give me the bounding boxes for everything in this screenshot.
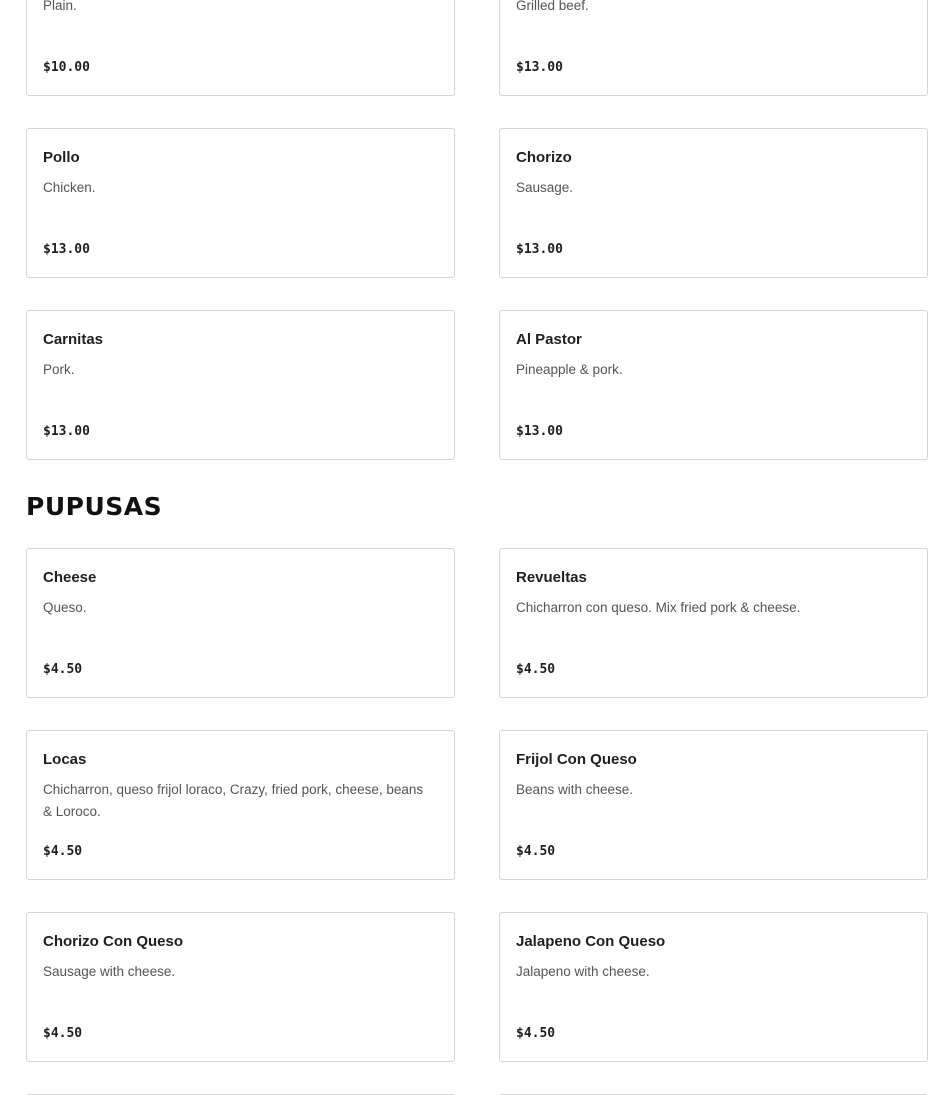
menu-item-price: $13.00 [516, 60, 563, 75]
menu-item-description: Sausage with cheese. [43, 964, 176, 979]
menu-item-card[interactable] [26, 128, 455, 278]
menu-item-card[interactable] [499, 548, 928, 698]
menu-item-description: Pork. [43, 362, 75, 377]
menu-item-name: Jalapeno Con Queso [516, 933, 666, 950]
menu-item-description: Chicken. [43, 180, 96, 195]
menu-section-pupusas [26, 548, 928, 1095]
menu-item-description: Queso. [43, 600, 87, 615]
menu-item-card[interactable] [499, 128, 928, 278]
menu-item-price: $10.00 [43, 60, 90, 75]
menu-item-name: Carnitas [43, 331, 104, 348]
menu-item-price: $13.00 [516, 242, 563, 257]
menu-section-items [26, 0, 928, 460]
menu-item-card[interactable] [499, 730, 928, 880]
menu-item-description: Chicharron con queso. Mix fried pork & cheese. [516, 600, 801, 615]
menu-item-price: $13.00 [43, 242, 90, 257]
menu-item-card[interactable] [26, 0, 455, 96]
menu-item-name: Locas [43, 751, 87, 768]
menu-item-card[interactable] [499, 310, 928, 460]
menu-item-description: Sausage. [516, 180, 574, 195]
menu-item-price: $4.50 [43, 1026, 83, 1041]
menu-item-card[interactable] [26, 548, 455, 698]
menu-item-price: $4.50 [43, 844, 83, 859]
menu-item-price: $13.00 [43, 424, 90, 439]
menu-item-price: $13.00 [516, 424, 563, 439]
menu-item-card[interactable] [26, 912, 455, 1062]
menu-item-card[interactable] [499, 0, 928, 96]
menu-item-price: $4.50 [516, 844, 556, 859]
menu-item-card[interactable] [26, 730, 455, 880]
menu-item-description: Pineapple & pork. [516, 362, 623, 377]
menu-item-description: Chicharron, queso frijol loraco, Crazy, fried pork, cheese, beans & Loroco. [43, 782, 424, 819]
section-title-pupusas: PUPUSAS [26, 492, 163, 521]
menu-item-description: Beans with cheese. [516, 782, 634, 797]
menu-item-price: $4.50 [516, 1026, 556, 1041]
menu-item-name: Pollo [43, 149, 80, 166]
menu-item-card[interactable] [26, 310, 455, 460]
menu-item-name: Revueltas [516, 569, 587, 586]
menu-item-name: Chorizo Con Queso [43, 933, 183, 950]
menu-item-name: Al Pastor [516, 331, 582, 348]
menu-item-price: $4.50 [43, 662, 83, 677]
menu-item-name: Chorizo [516, 149, 572, 166]
menu-item-description: Jalapeno with cheese. [516, 964, 650, 979]
menu-item-name: Frijol Con Queso [516, 751, 637, 768]
menu-item-card[interactable] [499, 912, 928, 1062]
menu-item-description: Plain. [43, 0, 77, 13]
menu-item-price: $4.50 [516, 662, 556, 677]
menu-item-name: Cheese [43, 569, 97, 586]
menu-item-description: Grilled beef. [516, 0, 589, 13]
